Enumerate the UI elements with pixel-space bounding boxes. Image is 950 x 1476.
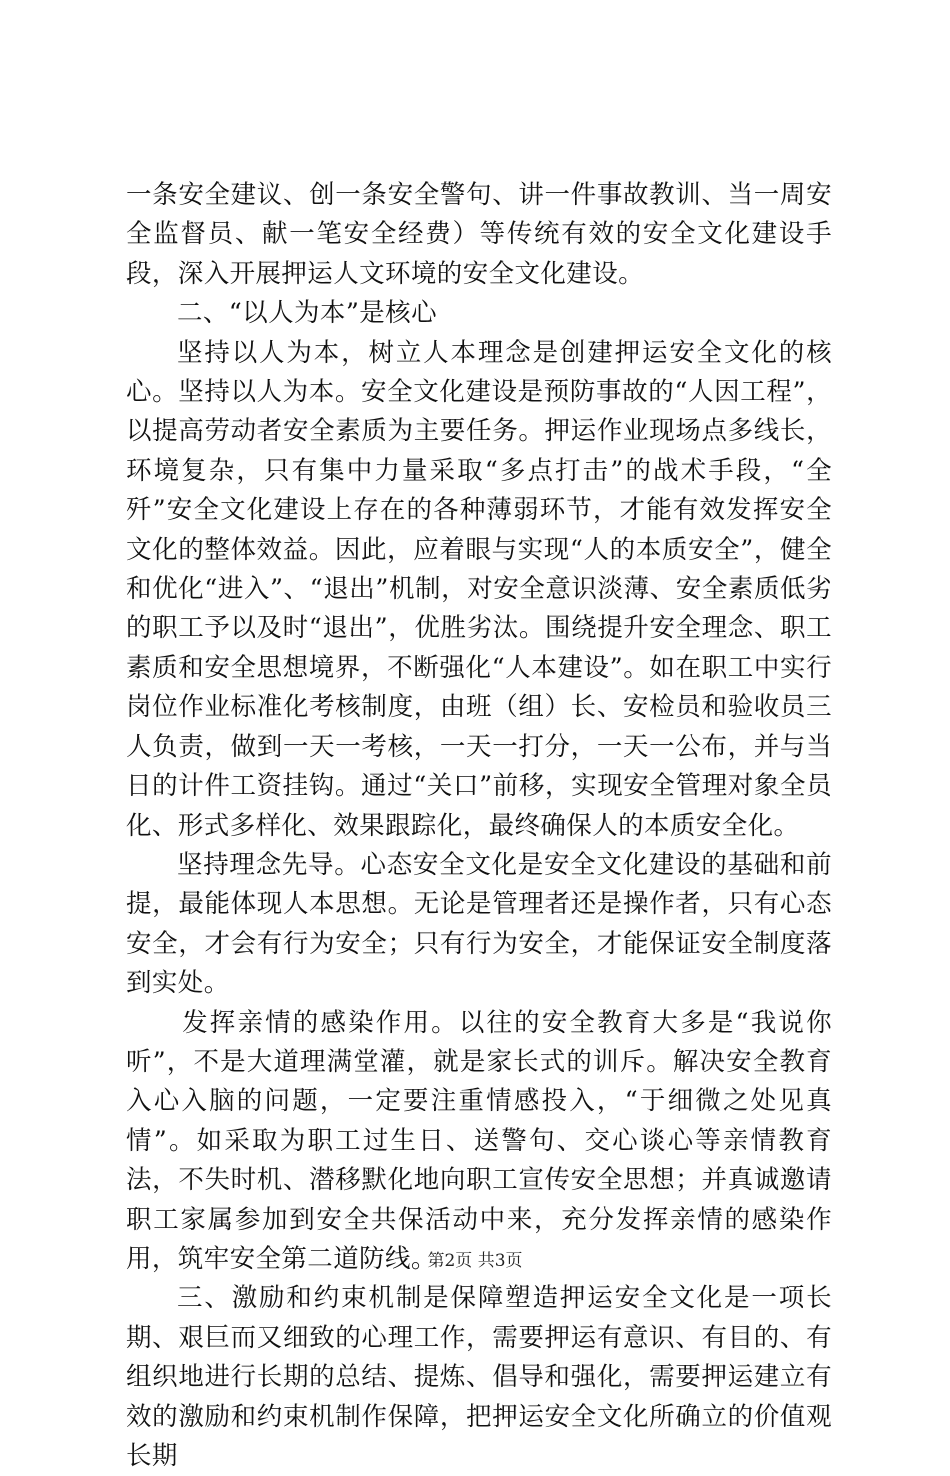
page-number: 第2页 [427, 1251, 473, 1271]
document-body [126, 176, 832, 1476]
paragraph-concept-first: 坚持理念先导。心态安全文化是安全文化建设的基础和前提，最能体现人本思想。无论是管理者还是操作者，只有心态安全，才会有行为安全；只有行为安全，才能保证安全制度落到实处。 [126, 849, 832, 999]
paragraph-people-oriented: 坚持以人为本，树立人本理念是创建押运安全文化的核心。坚持以人为本。安全文化建设是预防事故的“人因工程”，以提高劳动者安全素质为主要任务。押运作业现场点多线长，环境复杂，只有集中力量采取“多点打击”的战术手段，“全歼”安全文化建设上存在的各种薄弱环节，才能有效发挥安全文化的整体效益。因此，应着眼与实现“人的本质安全”，健全和优化“进入”、“退出”机制，对安全意识淡薄、安全素质低劣的职工予以及时“退出”，优胜劣汰。围绕提升安全理念、职工素质和安全思想境界，不断强化“人本建设”。如在职工中实行岗位作业标准化考核制度，由班（组）长、安检员和验收员三人负责，做到一天一考核，一天一打分，一天一公布，并与当日的计件工资挂钩。通过“关口”前移，实现安全管理对象全员化、形式多样化、效果跟踪化，最终确保人的本质安全化。 [126, 337, 832, 841]
section-heading-2: 二、“以人为本”是核心 [177, 298, 437, 329]
paragraph-continuation: 一条安全建议、创一条安全警句、讲一件事故教训、当一周安全监督员、献一笔安全经费）等传统有效的安全文化建设手段，深入开展押运人文环境的安全文化建设。 [126, 180, 832, 289]
section-heading-3-paragraph: 三、激励和约束机制是保障塑造押运安全文化是一项长期、艰巨而又细致的心理工作，需要押运有意识、有目的、有组织地进行长期的总结、提炼、倡导和强化，需要押运建立有效的激励和约束机制作保障，把押运安全文化所确立的价值观长期 [126, 1283, 832, 1471]
paragraph-family-affection: 发挥亲情的感染作用。以往的安全教育大多是“我说你听”，不是大道理满堂灌，就是家长式的训斥。解决安全教育入心入脑的问题，一定要注重情感投入，“于细微之处见真情”。如采取为职工过生日、送警句、交心谈心等亲情教育法，不失时机、潜移默化地向职工宣传安全思想；并真诚邀请职工家属参加到安全共保活动中来，充分发挥亲情的感染作用，筑牢安全第二道防线。 [126, 1007, 832, 1274]
page-total: 共3页 [477, 1251, 523, 1271]
page-footer [0, 1246, 950, 1271]
